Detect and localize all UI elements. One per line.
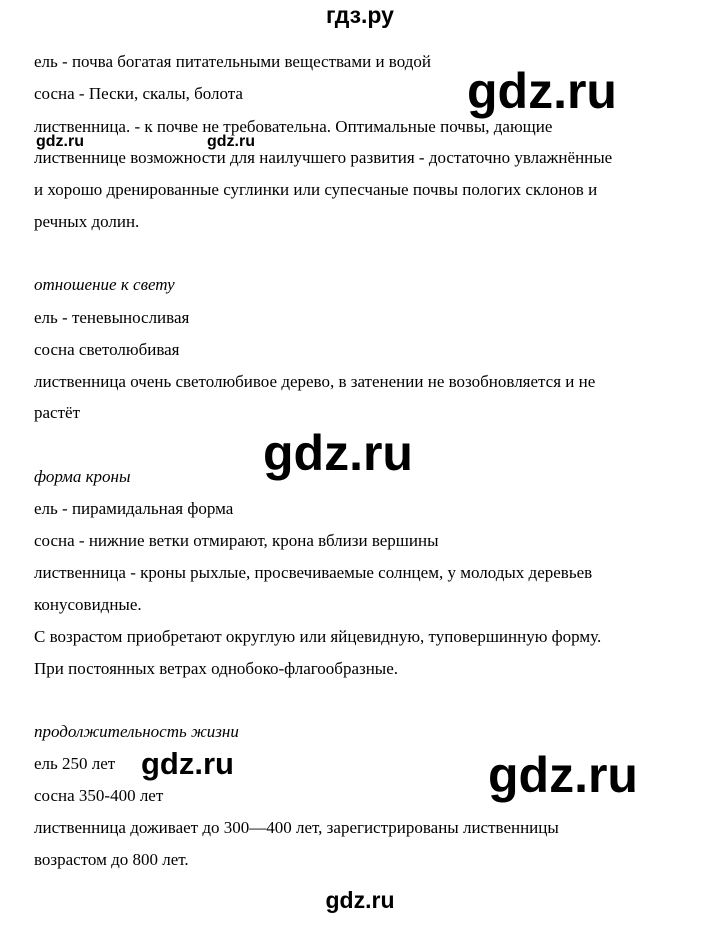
light-line-1: ель - теневыносливая: [34, 308, 190, 327]
crown-line-4: конусовидные.: [34, 595, 142, 614]
crown-line-6: При постоянных ветрах однобоко-флагообразные.: [34, 659, 399, 678]
crown-line-3: лиственница - кроны рыхлые, просвечиваемые солнцем, у молодых деревьев: [34, 563, 593, 582]
watermark-logo: gdz.ru: [263, 425, 413, 481]
soil-line-2: сосна - Пески, скалы, болота: [34, 84, 243, 103]
watermark-logo: gdz.ru: [36, 133, 84, 150]
lifespan-line-4: возрастом до 800 лет.: [34, 850, 189, 869]
lifespan-line-3: лиственница доживает до 300—400 лет, зарегистрированы лиственницы: [34, 818, 559, 837]
soil-line-3: лиственница. - к почве не требовательна. Оптимальные почвы, дающие: [34, 117, 553, 136]
watermark-logo: gdz.ru: [207, 133, 255, 150]
light-line-2: сосна светолюбивая: [34, 340, 180, 359]
light-line-3: лиственница очень светолюбивое дерево, в затенении не возобновляется и не: [34, 372, 596, 391]
lifespan-line-1: ель 250 лет: [34, 754, 116, 773]
light-line-4: растёт: [34, 403, 80, 422]
section-heading-crown: форма кроны: [34, 467, 131, 486]
soil-line-1: ель - почва богатая питательными веществами и водой: [34, 52, 431, 71]
watermark-logo: gdz.ru: [488, 747, 638, 803]
site-footer: gdz.ru: [325, 887, 395, 913]
soil-line-4: лиственнице возможности для наилучшего развития - достаточно увлажнённые: [34, 148, 613, 167]
crown-line-2: сосна - нижние ветки отмирают, крона вблизи вершины: [34, 531, 439, 550]
section-heading-light: отношение к свету: [34, 275, 175, 294]
crown-line-1: ель - пирамидальная форма: [34, 499, 234, 518]
site-header: гдз.ру: [326, 2, 394, 28]
watermark-logo: gdz.ru: [467, 63, 617, 119]
soil-line-5: и хорошо дренированные суглинки или супесчаные почвы пологих склонов и: [34, 180, 598, 199]
crown-line-5: С возрастом приобретают округлую или яйцевидную, туповершинную форму.: [34, 627, 602, 646]
section-heading-lifespan: продолжительность жизни: [34, 722, 239, 741]
watermark-logo: gdz.ru: [141, 746, 234, 781]
soil-line-6: речных долин.: [34, 212, 140, 231]
lifespan-line-2: сосна 350-400 лет: [34, 786, 164, 805]
